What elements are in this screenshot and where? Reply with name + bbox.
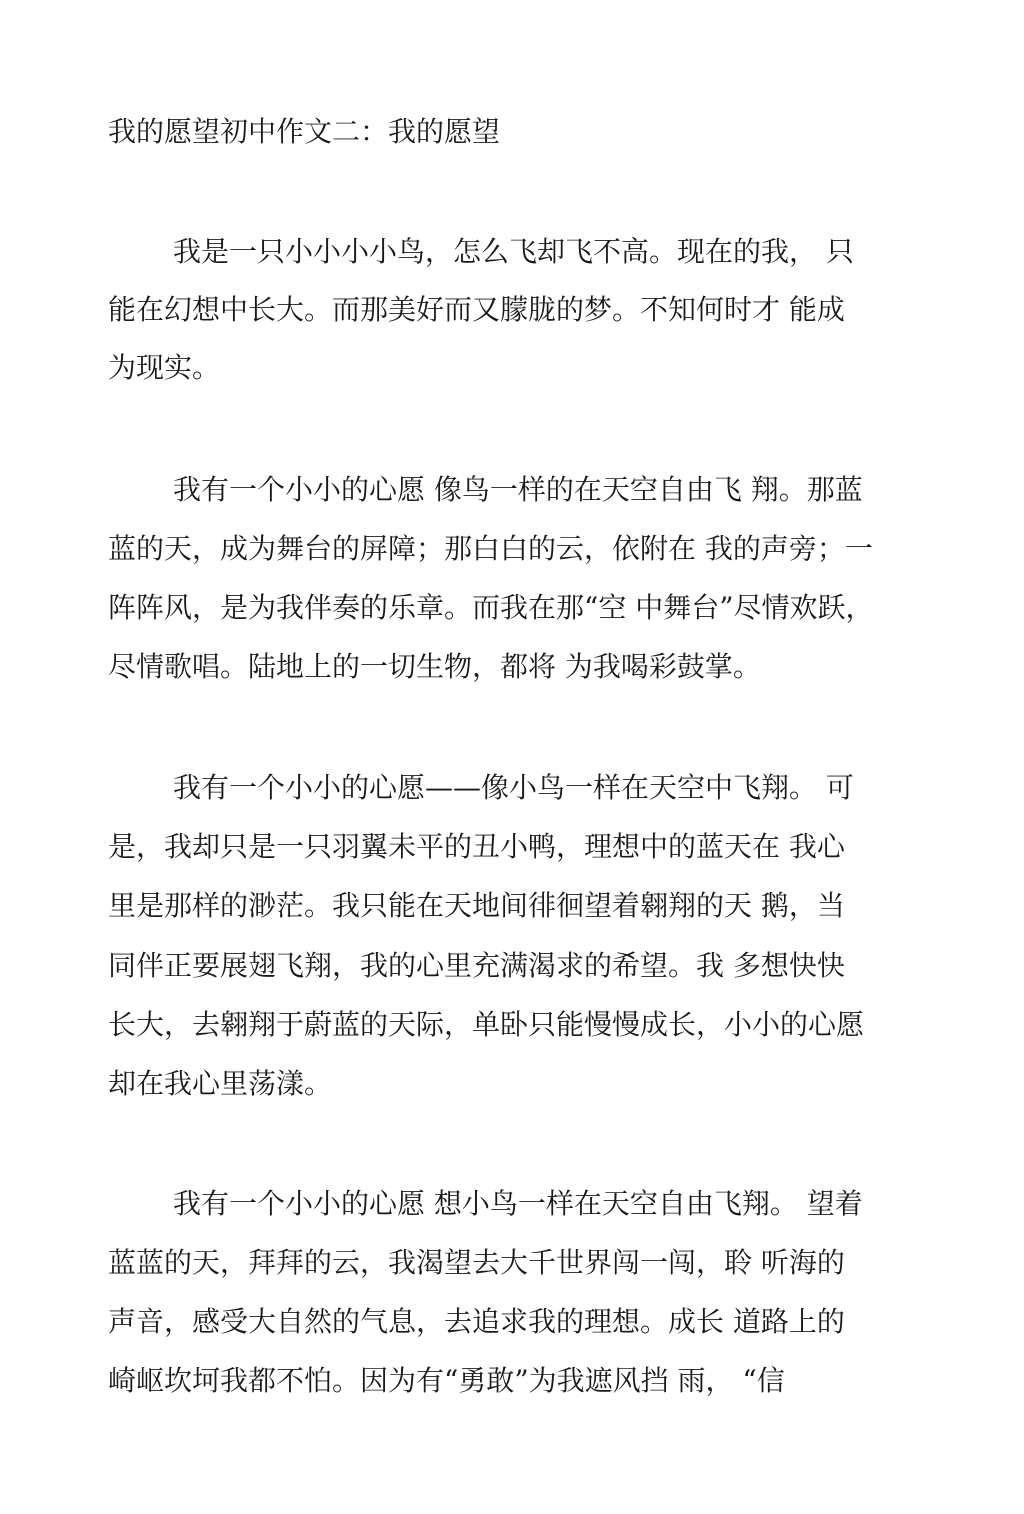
paragraph-3-line-2: 是，我却只是一只羽翼未平的丑小鸭，理想中的蓝天在 我心 xyxy=(108,830,845,863)
paragraph-1-line-2: 能在幻想中长大。而那美好而又朦胧的梦。不知何时才 能成 xyxy=(108,293,845,326)
paragraph-3-line-3: 里是那样的渺茫。我只能在天地间徘徊望着翱翔的天 鹅，当 xyxy=(108,889,845,922)
paragraph-3-line-4: 同伴正要展翅飞翔，我的心里充满渴求的希望。我 多想快快 xyxy=(108,949,845,982)
paragraph-3-line-5: 长大，去翱翔于蔚蓝的天际，单卧只能慢慢成长，小小的心愿 xyxy=(108,1008,865,1041)
paragraph-2-line-1: 我有一个小小的心愿 像鸟一样的在天空自由飞 翔。那蓝 xyxy=(173,473,863,506)
paragraph-2-line-4: 尽情歌唱。陆地上的一切生物，都将 为我喝彩鼓掌。 xyxy=(108,650,761,683)
paragraph-1-line-1: 我是一只小小小小鸟，怎么飞却飞不高。现在的我， 只 xyxy=(173,235,854,268)
paragraph-2-line-2: 蓝的天，成为舞台的屏障；那白白的云，依附在 我的声旁；一 xyxy=(108,532,873,565)
paragraph-3-line-1: 我有一个小小的心愿——像小鸟一样在天空中飞翔。 可 xyxy=(173,771,854,804)
paragraph-4-line-1: 我有一个小小的心愿 想小鸟一样在天空自由飞翔。 望着 xyxy=(173,1187,863,1220)
paragraph-4-line-3: 声音，感受大自然的气息，去追求我的理想。成长 道路上的 xyxy=(108,1305,845,1338)
paragraph-4-line-4: 崎岖坎坷我都不怕。因为有“勇敢”为我遮风挡 雨， “信 xyxy=(108,1364,785,1397)
paragraph-3-line-6: 却在我心里荡漾。 xyxy=(108,1067,333,1100)
paragraph-4-line-2: 蓝蓝的天，拜拜的云，我渴望去大千世界闯一闯，聆 听海的 xyxy=(108,1246,845,1279)
document-title: 我的愿望初中作文二：我的愿望 xyxy=(108,115,501,148)
paragraph-2-line-3: 阵阵风，是为我伴奏的乐章。而我在那“空 中舞台”尽情欢跃， xyxy=(108,591,874,624)
paragraph-1-line-3: 为现实。 xyxy=(108,351,221,384)
